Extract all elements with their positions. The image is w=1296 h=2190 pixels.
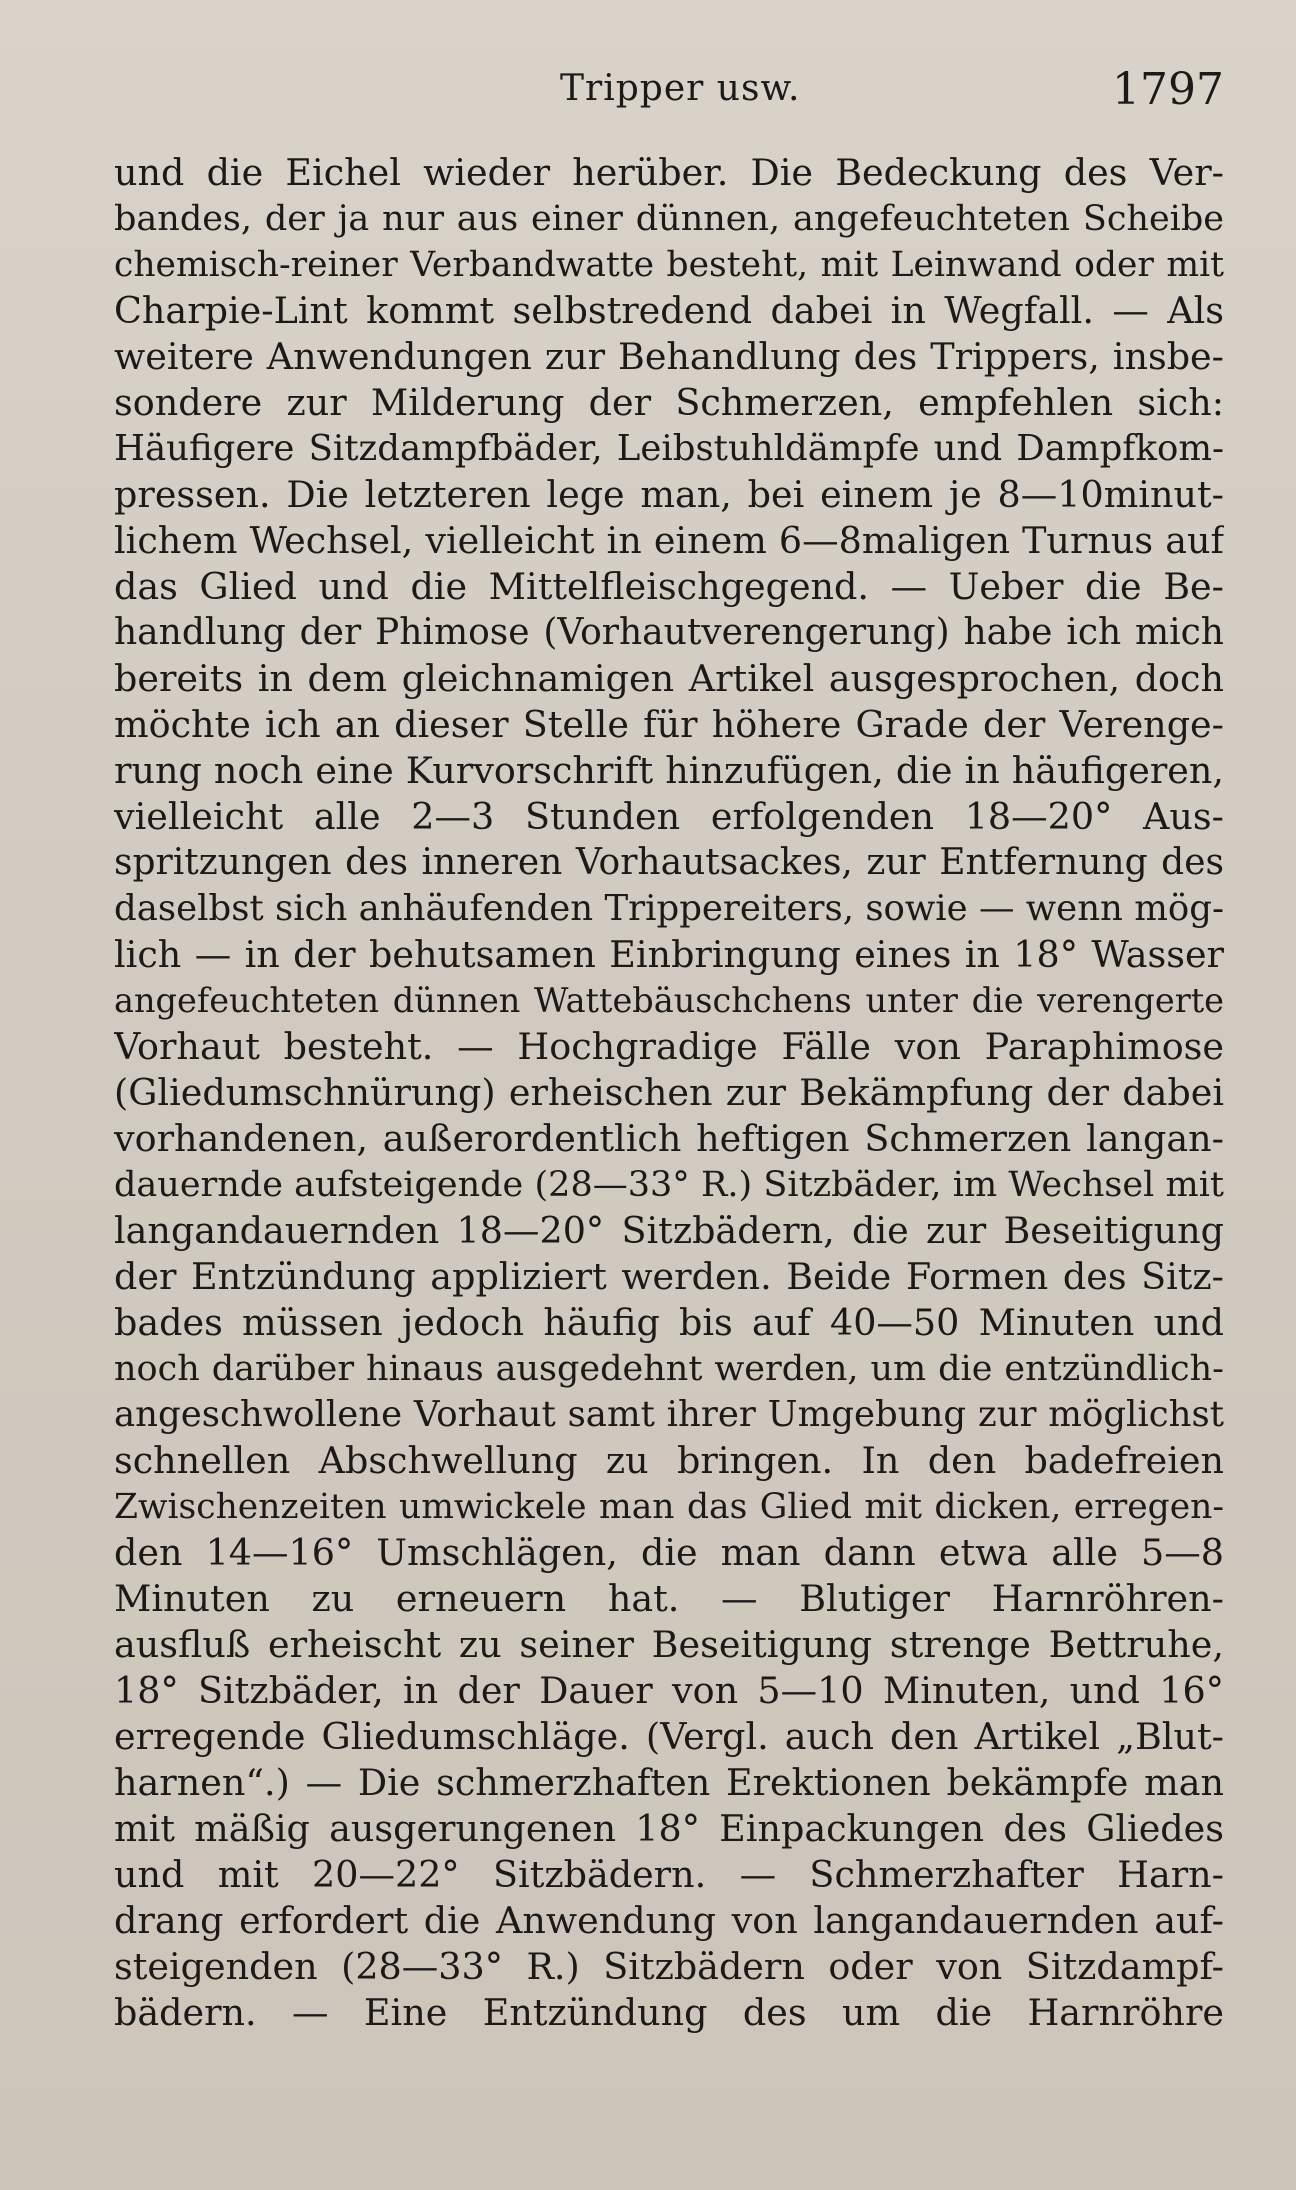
page-header [0,62,1296,122]
text-line: weitere Anwendungen zur Behandlung des Trippers, insbe- [114,335,1224,378]
text-line: bandes, der ja nur aus einer dünnen, angefeuchteten Scheibe [114,199,1224,239]
text-line: den 14—16° Umschlägen, die man dann etwa alle 5—8 [114,1531,1224,1574]
text-line: möchte ich an dieser Stelle für höhere Grade der Verenge- [114,703,1224,746]
text-line: sondere zur Milderung der Schmerzen, empfehlen sich: [114,381,1224,424]
text-line: vielleicht alle 2—3 Stunden erfolgenden 18—20° Aus- [114,795,1224,838]
text-line: mit mäßig ausgerungenen 18° Einpackungen des Gliedes [114,1807,1224,1850]
text-line: lich — in der behutsamen Einbringung eines in 18° Wasser [114,933,1224,976]
text-line: Zwischenzeiten umwickele man das Glied mit dicken, erregen- [114,1487,1224,1527]
text-line: bereits in dem gleichnamigen Artikel ausgesprochen, doch [114,657,1224,700]
text-line: dauernde aufsteigende (28—33° R.) Sitzbäder, im Wechsel mit [114,1165,1224,1205]
text-line: Häufigere Sitzdampfbäder, Leibstuhldämpfe und Dampfkom- [114,428,1224,469]
text-line: (Gliedumschnürung) erheischen zur Bekämpfung der dabei [114,1071,1224,1114]
text-line: und mit 20—22° Sitzbädern. — Schmerzhafter Harn- [114,1853,1224,1896]
text-line: spritzungen des inneren Vorhautsackes, zur Entfernung des [114,842,1224,883]
text-line: drang erfordert die Anwendung von langandauernden auf- [114,1899,1224,1942]
text-line: vorhandenen, außerordentlich heftigen Schmerzen langan- [114,1117,1224,1160]
text-line: angefeuchteten dünnen Wattebäuschchens unter die verengerte [114,981,1224,1020]
text-line: bades müssen jedoch häufig bis auf 40—50 Minuten und [114,1301,1224,1344]
text-line: schnellen Abschwellung zu bringen. In den badefreien [114,1439,1224,1482]
text-line: bädern. — Eine Entzündung des um die Harnröhre [114,1991,1224,2034]
text-line: daselbst sich anhäufenden Trippereiters, sowie — wenn mög- [114,888,1224,929]
text-line: Charpie-Lint kommt selbstredend dabei in Wegfall. — Als [114,289,1224,332]
text-line: 18° Sitzbäder, in der Dauer von 5—10 Minuten, und 16° [114,1669,1224,1712]
body-text [114,150,1224,2036]
text-line: noch darüber hinaus ausgedehnt werden, um die entzündlich- [114,1349,1224,1389]
page-number: 1797 [1112,64,1224,115]
text-line: Vorhaut besteht. — Hochgradige Fälle von Paraphimose [114,1025,1224,1068]
text-line: Minuten zu erneuern hat. — Blutiger Harnröhren- [114,1577,1224,1620]
text-line: harnen“.) — Die schmerzhaften Erektionen bekämpfe man [114,1761,1224,1804]
text-line: steigenden (28—33° R.) Sitzbädern oder von Sitzdampf- [114,1945,1224,1988]
text-line: und die Eichel wieder herüber. Die Bedeckung des Ver- [114,151,1224,194]
running-head: Tripper usw. [560,68,801,109]
text-line: lichem Wechsel, vielleicht in einem 6—8maligen Turnus auf [114,519,1224,562]
text-line: pressen. Die letzteren lege man, bei einem je 8—10minut- [114,473,1224,516]
text-line: rung noch eine Kurvorschrift hinzufügen, die in häufigeren, [114,749,1224,792]
text-line: angeschwollene Vorhaut samt ihrer Umgebung zur möglichst [114,1394,1224,1435]
text-line: ausfluß erheischt zu seiner Beseitigung strenge Bettruhe, [114,1623,1224,1666]
text-line: erregende Gliedumschläge. (Vergl. auch den Artikel „Blut- [114,1715,1224,1758]
text-line: der Entzündung appliziert werden. Beide Formen des Sitz- [114,1255,1224,1298]
text-line: handlung der Phimose (Vorhautverengerung) habe ich mich [114,612,1224,653]
text-line: chemisch-reiner Verbandwatte besteht, mit Leinwand oder mit [114,245,1224,285]
text-line: langandauernden 18—20° Sitzbädern, die zur Beseitigung [114,1209,1224,1252]
text-line: das Glied und die Mittelfleischgegend. — Ueber die Be- [114,565,1224,608]
